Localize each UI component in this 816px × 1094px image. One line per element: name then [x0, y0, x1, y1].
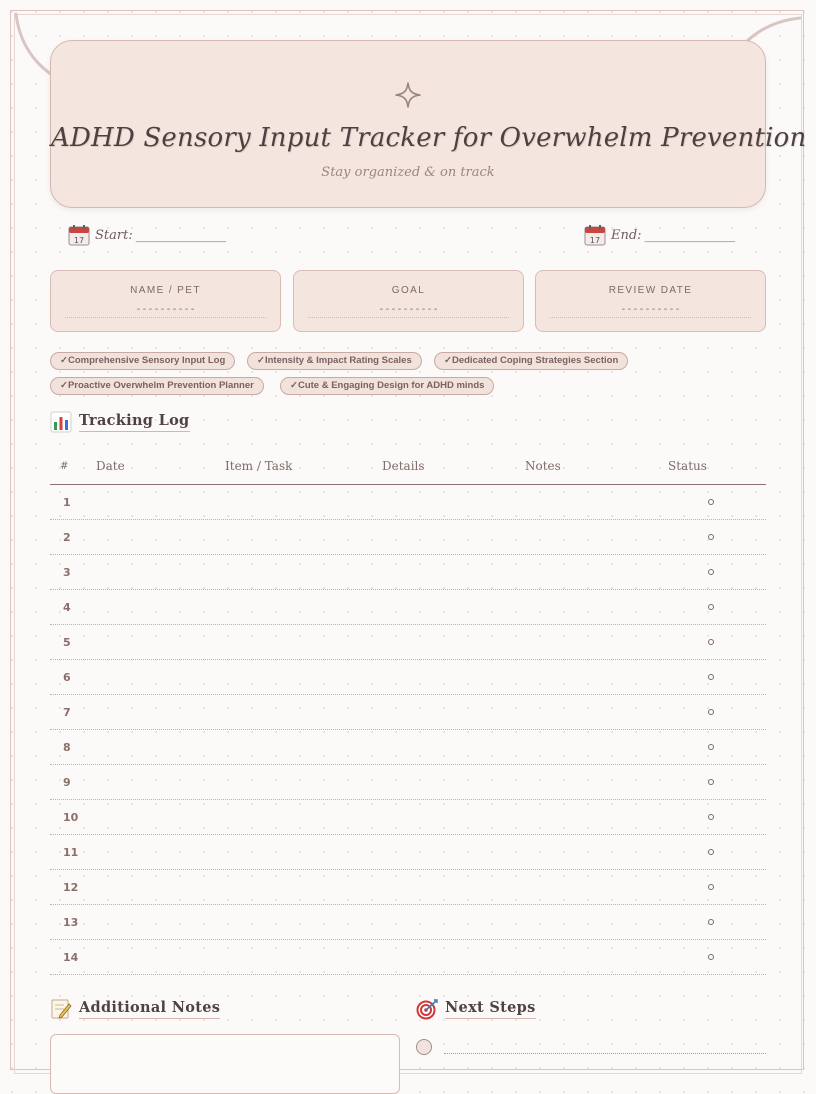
name-pet-label: NAME / PET	[130, 285, 201, 296]
feature-tag: ✓Proactive Overwhelm Prevention Planner	[50, 377, 264, 395]
target-icon	[416, 998, 438, 1020]
tracking-log-title: Tracking Log	[79, 412, 190, 432]
goal-label: GOAL	[391, 285, 426, 296]
row-number: 9	[63, 776, 71, 789]
status-checkbox[interactable]	[708, 954, 714, 960]
goal-box[interactable]	[293, 270, 524, 332]
end-date-value[interactable]: _______________	[644, 227, 735, 243]
row-number: 11	[63, 846, 79, 859]
svg-text:17: 17	[589, 236, 601, 245]
table-row[interactable]	[50, 800, 766, 835]
row-number: 3	[63, 566, 71, 579]
status-checkbox[interactable]	[708, 709, 714, 715]
feature-tag: ✓Comprehensive Sensory Input Log	[50, 352, 235, 370]
column-header-notes: Notes	[525, 459, 561, 473]
status-checkbox[interactable]	[708, 534, 714, 540]
svg-text:17: 17	[73, 236, 85, 245]
row-number: 7	[63, 706, 71, 719]
status-checkbox[interactable]	[708, 604, 714, 610]
review-date-label: REVIEW DATE	[608, 285, 693, 296]
header-card	[50, 40, 807, 208]
status-checkbox[interactable]	[708, 674, 714, 680]
name-pet-field[interactable]: ----------	[65, 303, 266, 318]
review-date-box[interactable]	[535, 270, 766, 332]
status-checkbox[interactable]	[708, 569, 714, 575]
status-checkbox[interactable]	[708, 639, 714, 645]
row-number: 10	[63, 811, 79, 824]
calendar-icon	[68, 224, 90, 246]
row-number: 12	[63, 881, 79, 894]
table-row[interactable]	[50, 940, 766, 975]
page-subtitle: Stay organized & on track	[321, 165, 495, 180]
table-row[interactable]	[50, 905, 766, 940]
feature-tag: ✓Dedicated Coping Strategies Section	[434, 352, 628, 370]
column-header-item: Item / Task	[225, 459, 293, 473]
status-checkbox[interactable]	[708, 499, 714, 505]
row-number: 1	[63, 496, 71, 509]
row-number: 2	[63, 531, 71, 544]
table-row[interactable]	[50, 625, 766, 660]
name-pet-box[interactable]	[50, 270, 281, 332]
start-date-label: Start:	[95, 227, 133, 243]
start-date-value[interactable]: _______________	[135, 227, 226, 243]
row-number: 14	[63, 951, 79, 964]
table-row[interactable]	[50, 590, 766, 625]
additional-notes-title: Additional Notes	[79, 999, 220, 1019]
review-date-field[interactable]: ----------	[550, 303, 751, 318]
next-steps-heading	[416, 998, 536, 1020]
status-checkbox[interactable]	[708, 849, 714, 855]
end-date-label: End:	[611, 227, 642, 243]
memo-icon	[50, 998, 72, 1020]
next-step-checkbox[interactable]	[416, 1039, 432, 1055]
tracking-log-table	[50, 450, 766, 975]
row-number: 13	[63, 916, 79, 929]
row-number: 6	[63, 671, 71, 684]
sparkle-icon	[394, 81, 422, 109]
additional-notes-box[interactable]	[50, 1034, 400, 1094]
table-row[interactable]	[50, 555, 766, 590]
start-date-field[interactable]	[68, 222, 226, 248]
row-number: 5	[63, 636, 71, 649]
status-checkbox[interactable]	[708, 884, 714, 890]
status-checkbox[interactable]	[708, 919, 714, 925]
end-date-field[interactable]	[584, 222, 735, 248]
page-title: ADHD Sensory Input Tracker for Overwhelm Prevention	[51, 123, 807, 153]
feature-tag: ✓Cute & Engaging Design for ADHD minds	[280, 377, 494, 395]
table-row[interactable]	[50, 695, 766, 730]
table-row[interactable]	[50, 870, 766, 905]
next-step-item	[416, 1038, 766, 1058]
next-step-line[interactable]	[444, 1053, 766, 1054]
additional-notes-heading	[50, 998, 220, 1020]
row-number: 8	[63, 741, 71, 754]
status-checkbox[interactable]	[708, 814, 714, 820]
next-steps-title: Next Steps	[445, 999, 536, 1019]
table-row[interactable]	[50, 835, 766, 870]
status-checkbox[interactable]	[708, 744, 714, 750]
table-header	[50, 450, 766, 485]
goal-field[interactable]: ----------	[308, 303, 509, 318]
tracking-log-heading	[50, 411, 190, 433]
table-body	[50, 485, 766, 975]
table-row[interactable]	[50, 660, 766, 695]
table-row[interactable]	[50, 765, 766, 800]
table-row[interactable]	[50, 520, 766, 555]
bar-chart-icon	[50, 411, 72, 433]
table-row[interactable]	[50, 485, 766, 520]
feature-tag: ✓Intensity & Impact Rating Scales	[247, 352, 422, 370]
calendar-icon	[584, 224, 606, 246]
table-row[interactable]	[50, 730, 766, 765]
column-header-number: #	[60, 461, 69, 472]
column-header-status: Status	[668, 459, 707, 473]
column-header-details: Details	[382, 459, 425, 473]
status-checkbox[interactable]	[708, 779, 714, 785]
row-number: 4	[63, 601, 71, 614]
column-header-date: Date	[96, 459, 125, 473]
